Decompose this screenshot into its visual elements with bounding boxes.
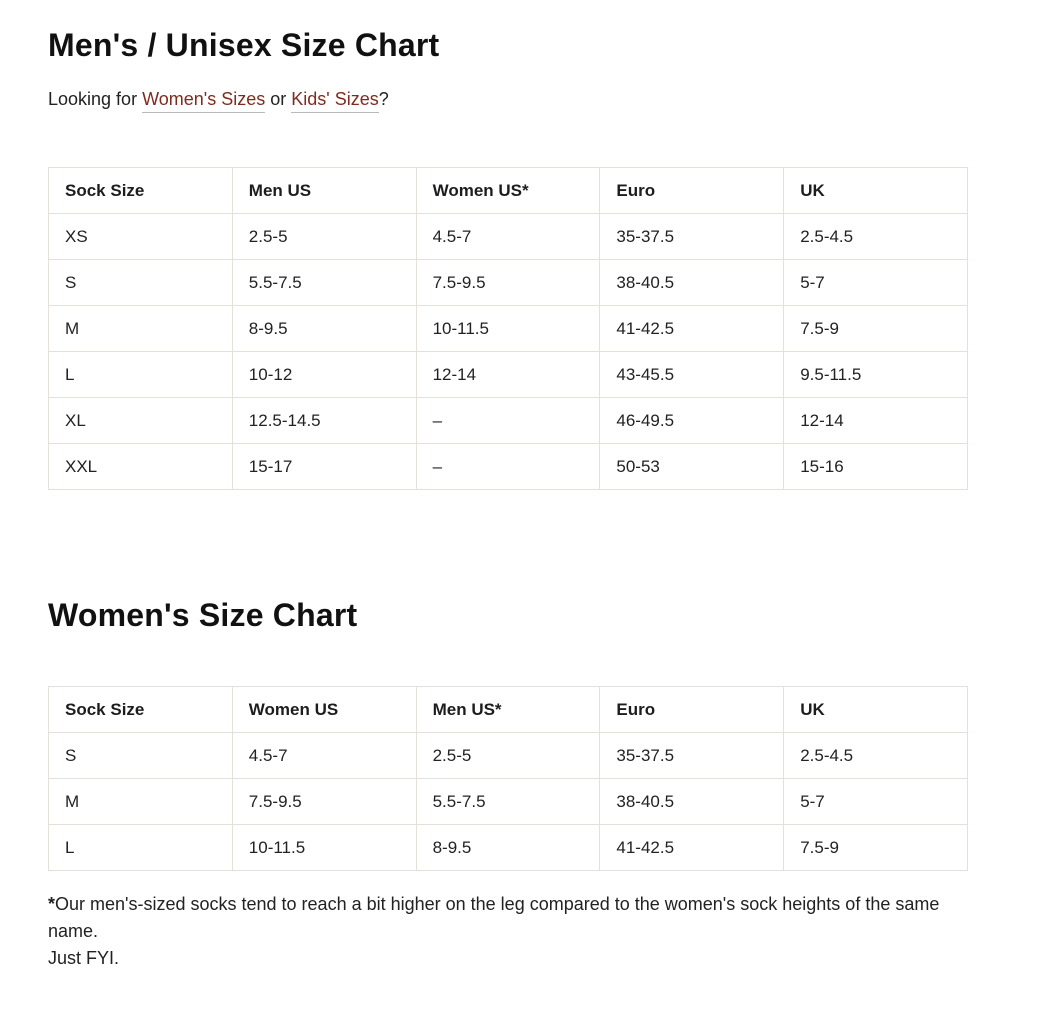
table-cell: 41-42.5 (600, 825, 784, 871)
table-cell: 7.5-9 (784, 306, 968, 352)
table-cell: M (49, 306, 233, 352)
bottom-spacer (48, 972, 968, 1015)
table-cell: S (49, 260, 233, 306)
looking-for-suffix: ? (378, 89, 389, 109)
table-cell: 4.5-7 (416, 214, 600, 260)
table-cell: 2.5-4.5 (784, 733, 968, 779)
table-cell: 5-7 (784, 779, 968, 825)
column-header: UK (784, 687, 968, 733)
column-header: Women US* (416, 168, 600, 214)
table-cell: 2.5-5 (416, 733, 600, 779)
table-head (49, 687, 968, 733)
table-cell: 12-14 (784, 398, 968, 444)
looking-for-text (48, 88, 968, 110)
header-row (49, 687, 968, 733)
womens-size-chart-title: Women's Size Chart (48, 597, 358, 633)
table-row (49, 779, 968, 825)
looking-for-conjunction: or (265, 89, 292, 109)
column-header: Men US* (416, 687, 600, 733)
table-row (49, 733, 968, 779)
womens-size-table (48, 686, 968, 871)
column-header: UK (784, 168, 968, 214)
column-header: Sock Size (49, 168, 233, 214)
table-cell: 7.5-9 (784, 825, 968, 871)
table-row (49, 398, 968, 444)
column-header: Euro (600, 687, 784, 733)
womens-sizes-link[interactable]: Women's Sizes (142, 89, 265, 113)
table-row (49, 352, 968, 398)
footnote-line1-text: Our men's-sized socks tend to reach a bit higher on the leg compared to the women's sock heights of the same name. (48, 894, 940, 941)
column-header: Sock Size (49, 687, 233, 733)
table-cell: 7.5-9.5 (416, 260, 600, 306)
table-cell: L (49, 352, 233, 398)
table-cell: L (49, 825, 233, 871)
table-cell: 2.5-4.5 (784, 214, 968, 260)
table-cell: 10-12 (232, 352, 416, 398)
kids-sizes-link[interactable]: Kids' Sizes (291, 89, 378, 113)
table-cell: 8-9.5 (416, 825, 600, 871)
table-cell: XL (49, 398, 233, 444)
table-cell: 38-40.5 (600, 779, 784, 825)
table-cell: 15-16 (784, 444, 968, 490)
table-row (49, 306, 968, 352)
table-body (49, 733, 968, 871)
table-cell: 2.5-5 (232, 214, 416, 260)
table-cell: 12.5-14.5 (232, 398, 416, 444)
table-cell: 5.5-7.5 (416, 779, 600, 825)
table-cell: 43-45.5 (600, 352, 784, 398)
table-row (49, 214, 968, 260)
footnote-line (48, 891, 968, 945)
mens-unisex-size-chart-title: Men's / Unisex Size Chart (48, 27, 440, 63)
footnote-line: Just FYI. (48, 948, 120, 968)
table-cell: 41-42.5 (600, 306, 784, 352)
column-header: Women US (232, 687, 416, 733)
table-cell: S (49, 733, 233, 779)
table-cell: 7.5-9.5 (232, 779, 416, 825)
table-cell: – (416, 398, 600, 444)
table-cell: 50-53 (600, 444, 784, 490)
table-cell: 4.5-7 (232, 733, 416, 779)
table-cell: 8-9.5 (232, 306, 416, 352)
table-cell: M (49, 779, 233, 825)
table-cell: XS (49, 214, 233, 260)
column-header: Men US (232, 168, 416, 214)
column-header: Euro (600, 168, 784, 214)
header-row (49, 168, 968, 214)
table-cell: 35-37.5 (600, 214, 784, 260)
table-head (49, 168, 968, 214)
table-cell: 35-37.5 (600, 733, 784, 779)
looking-for-prefix: Looking for (48, 89, 143, 109)
table-body (49, 214, 968, 490)
table-row (49, 444, 968, 490)
table-row (49, 260, 968, 306)
table-cell: 10-11.5 (232, 825, 416, 871)
table-cell: 12-14 (416, 352, 600, 398)
table-cell: XXL (49, 444, 233, 490)
footnote-asterisk: * (48, 894, 56, 914)
table-cell: 9.5-11.5 (784, 352, 968, 398)
table-row (49, 825, 968, 871)
table-cell: 38-40.5 (600, 260, 784, 306)
table-cell: 5.5-7.5 (232, 260, 416, 306)
table-cell: 10-11.5 (416, 306, 600, 352)
footnote (48, 891, 968, 972)
table-cell: 5-7 (784, 260, 968, 306)
table-cell: 15-17 (232, 444, 416, 490)
mens-unisex-size-table (48, 167, 968, 490)
table-cell: – (416, 444, 600, 490)
size-chart-page (48, 26, 968, 1015)
table-cell: 46-49.5 (600, 398, 784, 444)
